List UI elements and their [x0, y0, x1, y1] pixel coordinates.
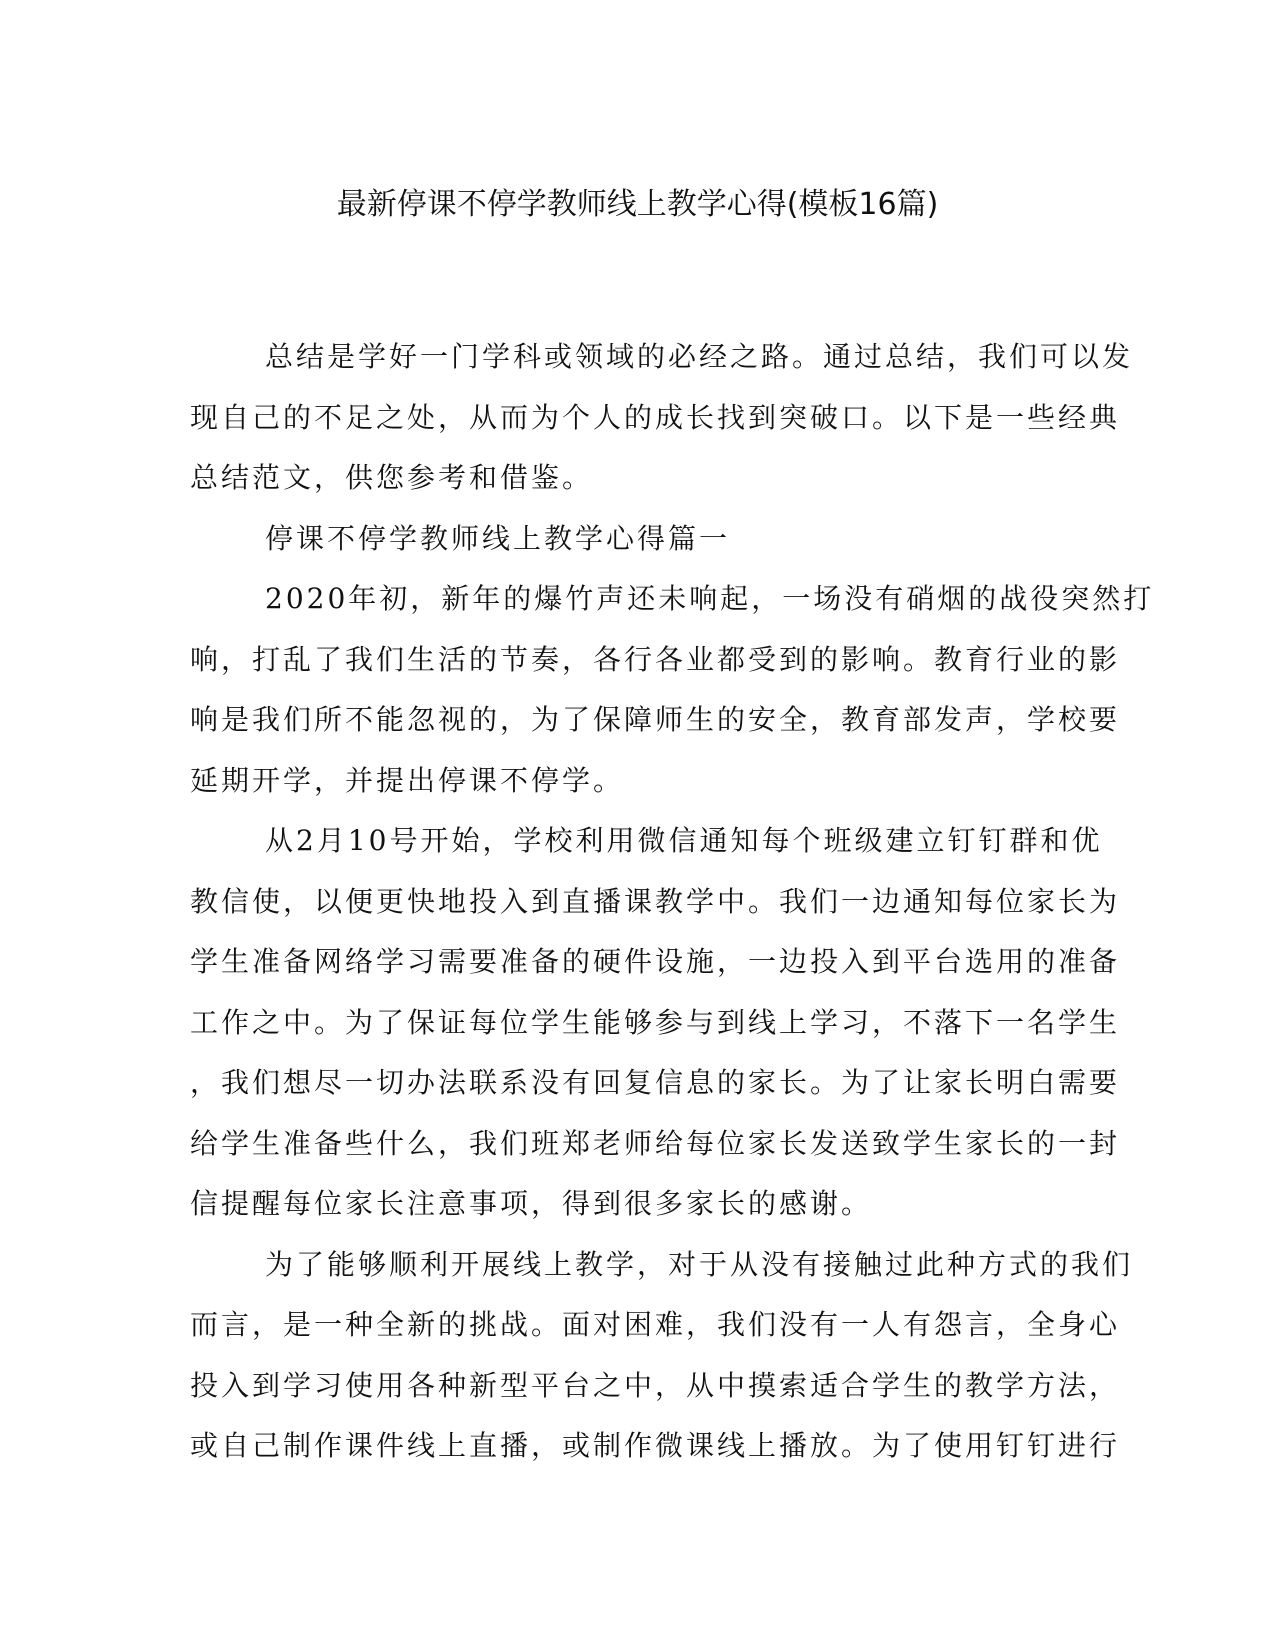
paragraph-line: 给学生准备些什么，我们班郑老师给每位家长发送致学生家长的一封 — [190, 1126, 1121, 1160]
paragraph-line: 信提醒每位家长注意事项，得到很多家长的感谢。 — [190, 1187, 873, 1220]
paragraph-line: 工作之中。为了保证每位学生能够参与到线上学习，不落下一名学生 — [190, 1005, 1121, 1039]
paragraph-line: 总结是学好一门学科或领域的必经之路。通过总结，我们可以发 — [265, 340, 1134, 373]
paragraph-line: 投入到学习使用各种新型平台之中，从中摸索适合学生的教学方法， — [190, 1368, 1121, 1402]
paragraph-line: 学生准备网络学习需要准备的硬件设施，一边投入到平台选用的准备 — [190, 945, 1121, 978]
paragraph-line: 延期开学，并提出停课不停学。 — [190, 763, 625, 797]
paragraph-line: 或自己制作课件线上直播，或制作微课线上播放。为了使用钉钉进行 — [190, 1429, 1121, 1462]
paragraph-line: 响是我们所不能忽视的，为了保障师生的安全，教育部发声，学校要 — [190, 703, 1121, 736]
document-body — [190, 327, 1155, 1477]
paragraph-line: 而言，是一种全新的挑战。面对困难，我们没有一人有怨言，全身心 — [190, 1308, 1121, 1341]
paragraph-line: 总结范文，供您参考和借鉴。 — [190, 461, 594, 494]
paragraph-line: 为了能够顺利开展线上教学，对于从没有接触过此种方式的我们 — [265, 1247, 1134, 1281]
section-heading: 停课不停学教师线上教学心得篇一 — [265, 521, 731, 555]
paragraph-line: 从2月10号开始，学校利用微信通知每个班级建立钉钉群和优 — [265, 824, 1103, 857]
paragraph-line: 现自己的不足之处，从而为个人的成长找到突破口。以下是一些经典 — [190, 400, 1121, 434]
document-title: 最新停课不停学教师线上教学心得(模板16篇) — [336, 187, 939, 222]
paragraph-line: 2020年初，新年的爆竹声还未响起，一场没有硝烟的战役突然打 — [265, 582, 1155, 615]
paragraph-line: ，我们想尽一切办法联系没有回复信息的家长。为了让家长明白需要 — [190, 1066, 1121, 1099]
paragraph-line: 响，打乱了我们生活的节奏，各行各业都受到的影响。教育行业的影 — [190, 642, 1121, 676]
paragraph-line: 教信使，以便更快地投入到直播课教学中。我们一边通知每位家长为 — [190, 884, 1121, 918]
